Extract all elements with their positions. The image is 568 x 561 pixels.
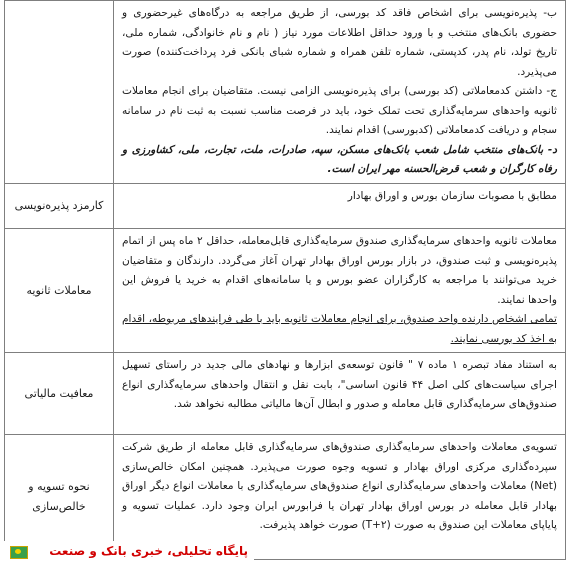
info-table [4,0,566,560]
row-label [5,1,114,184]
paragraph-d: د- بانک‌های منتخب شامل شعب بانک‌های مسکن، سپه، صادرات، ملت، تجارت، ملی، کشاورزی و رفاه کارگران و شعب قرض‌الحسنه مهر ایران است. [122,143,557,175]
table-row [5,1,566,184]
paragraph-c: ج- داشتن کدمعاملاتی (کد بورسی) برای پذیره‌نویسی الزامی نیست. متقاضیان برای انجام معاملات ثانویه واحدهای سرمایه‌گذاری تحت تملک خود، باید در فرصت مناسب نسبت به ثبت نام در سامانه سجام و دریافت کدمعاملاتی (کدبورسی) اقدام نمایند. [122,85,557,136]
row-label-settlement: نحوه تسویه و خالص‌سازی [5,435,114,560]
row-content [114,1,566,184]
row-label-subscription-fee: کارمزد پذیره‌نویسی [5,184,114,229]
settlement-text: تسویه‌ی معاملات واحدهای سرمایه‌گذاری صندوق‌های سرمایه‌گذاری قابل معامله از طریق شرکت سپرده‌گذاری مرکزی اوراق بهادار و تسویه وجوه صورت می‌پذیرد. همچنین امکان خالص‌سازی (Net) معاملات واحدهای سرمایه‌گذاری انواع صندوق‌های سرمایه‌گذاری با معاملات انواع دیگر اوراق بهادار قابل معامله در بورس اوراق بهادار تهران یا فرابورس ایران وجود دارد. عملیات تسویه و پایاپای معاملات این صندوق به صورت (T+۲) صورت خواهد پذیرفت. [122,441,557,531]
row-content [114,229,566,353]
paragraph-b: ب- پذیره‌نویسی برای اشخاص فاقد کد بورسی، از طریق مراجعه به درگاه‌های غیرحضوری و حضوری بانک‌های منتخب و با ورود حداقل اطلاعات مورد نیاز ( نام و نام خانوادگی، شماره ملی، تاریخ تولد، نام پدر، کدپستی، شماره تلفن همراه و شماره شبای بانکی فرد پرداخت‌کننده) صورت می‌پذیرد. [122,7,557,78]
secondary-trading-text: معاملات ثانویه واحدهای سرمایه‌گذاری صندوق سرمایه‌گذاری قابل‌معامله، حداقل ۲ ماه پس از اتمام پذیره‌نویسی و ثبت صندوق، در بازار بورس اوراق بهادار تهران آغاز می‌گردد. دارندگان و متقاضیان خرید می‌توانند با مراجعه به کارگزاران عضو بورس و یا سامانه‌های اقدام به خرید یا فروش این واحدها نمایند. [122,235,557,306]
watermark-banner [4,541,254,561]
tax-exemption-text: به استناد مفاد تبصره ۱ ماده ۷ " قانون توسعه‌ی ابزارها و نهادهای مالی جدید در راستای تسهیل اجرای سیاست‌های کلی اصل ۴۴ قانون اساسی"، بابت نقل و انتقال واحدهای سرمایه‌گذاری انواع صندوق‌های سرمایه‌گذاری قابل معامله و صدور و ابطال آن‌ها مالیاتی مطالبه نخواهد شد. [122,359,558,410]
flag-icon [10,546,28,559]
row-content [114,353,566,435]
watermark-text: پایگاه تحلیلی، خبری بانک و صنعت [49,544,248,558]
table-row [5,229,566,353]
table-row [5,353,566,435]
row-label-tax-exemption: معافیت مالیاتی [5,353,114,435]
row-content [114,184,566,229]
table-row [5,184,566,229]
secondary-trading-note: تمامی اشخاص دارنده واحد صندوق، برای انجام معاملات ثانویه باید با طی فرایندهای مربوطه، اقدام به اخذ کد بورسی نمایند. [122,313,557,345]
row-label-secondary-trading: معاملات ثانویه [5,229,114,353]
subscription-fee-text: مطابق با مصوبات سازمان بورس و اوراق بهادار [347,190,557,202]
